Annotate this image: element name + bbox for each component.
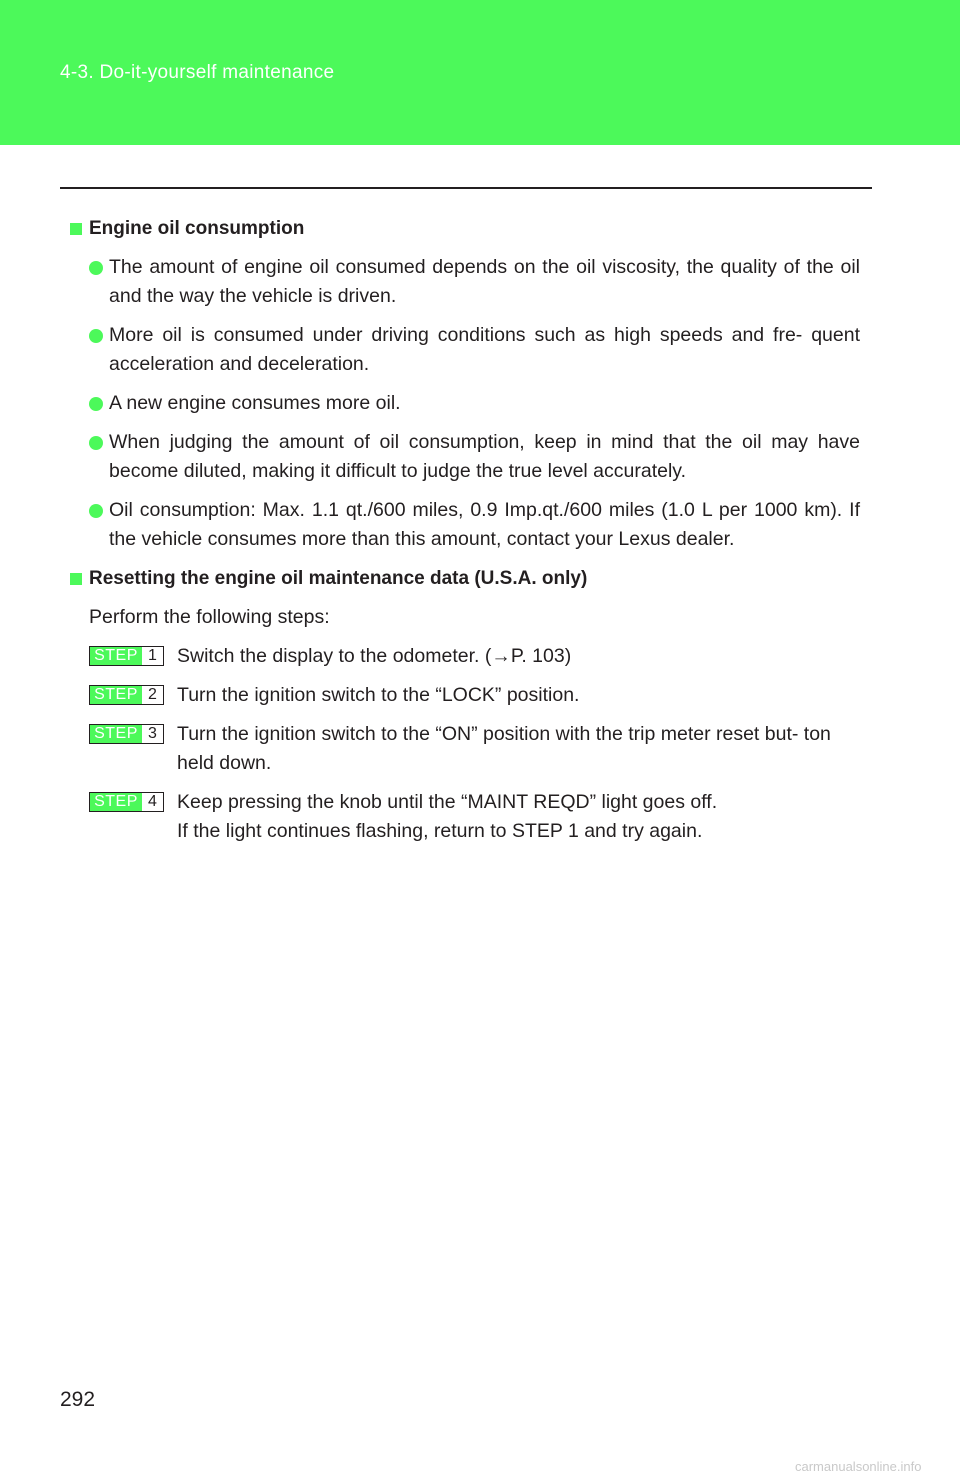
heading-oil-consumption: Engine oil consumption bbox=[70, 214, 860, 243]
step-badge: STEP 4 bbox=[89, 792, 164, 812]
step-text: If the light continues flashing, return to STEP 1 and try again. bbox=[177, 820, 703, 842]
section-title: 4-3. Do-it-yourself maintenance bbox=[60, 62, 335, 83]
step-badge: STEP 2 bbox=[89, 685, 164, 705]
bullet-item: Oil consumption: Max. 1.1 qt./600 miles, 0.9 Imp.qt./600 miles (1.0 L per 1000 km). If the vehicle consumes more than this amount, contact your Lexus dealer. bbox=[70, 496, 860, 554]
bullet-item: More oil is consumed under driving conditions such as high speeds and fre- quent acceleration and deceleration. bbox=[70, 321, 860, 379]
square-bullet-icon bbox=[70, 573, 82, 585]
divider-rule bbox=[60, 187, 872, 189]
round-bullet-icon bbox=[89, 436, 103, 450]
step-text: Switch the display to the odometer. (→P. 103) bbox=[177, 645, 572, 667]
main-content bbox=[70, 214, 860, 856]
step-item bbox=[70, 788, 860, 846]
heading-reset-maintenance: Resetting the engine oil maintenance data (U.S.A. only) bbox=[70, 564, 860, 593]
step-item bbox=[70, 642, 860, 671]
step-text: Keep pressing the knob until the “MAINT REQD” light goes off. bbox=[177, 791, 718, 813]
step-text: Turn the ignition switch to the “LOCK” position. bbox=[177, 684, 580, 706]
round-bullet-icon bbox=[89, 397, 103, 411]
step-badge: STEP 1 bbox=[89, 646, 164, 666]
bullet-item: A new engine consumes more oil. bbox=[70, 389, 860, 418]
step-item bbox=[70, 681, 860, 710]
round-bullet-icon bbox=[89, 261, 103, 275]
step-badge: STEP 3 bbox=[89, 724, 164, 744]
step-item bbox=[70, 720, 860, 778]
steps-intro: Perform the following steps: bbox=[89, 606, 330, 628]
bullet-item: When judging the amount of oil consumption, keep in mind that the oil may have become diluted, making it difficult to judge the true level accurately. bbox=[70, 428, 860, 486]
watermark: carmanualsonline.info bbox=[795, 1459, 922, 1474]
round-bullet-icon bbox=[89, 504, 103, 518]
round-bullet-icon bbox=[89, 329, 103, 343]
bullet-item: The amount of engine oil consumed depends on the oil viscosity, the quality of the oil and the way the vehicle is driven. bbox=[70, 253, 860, 311]
square-bullet-icon bbox=[70, 223, 82, 235]
page-number: 292 bbox=[60, 1388, 96, 1411]
step-text: Turn the ignition switch to the “ON” position with the trip meter reset but- ton held down. bbox=[177, 723, 831, 774]
